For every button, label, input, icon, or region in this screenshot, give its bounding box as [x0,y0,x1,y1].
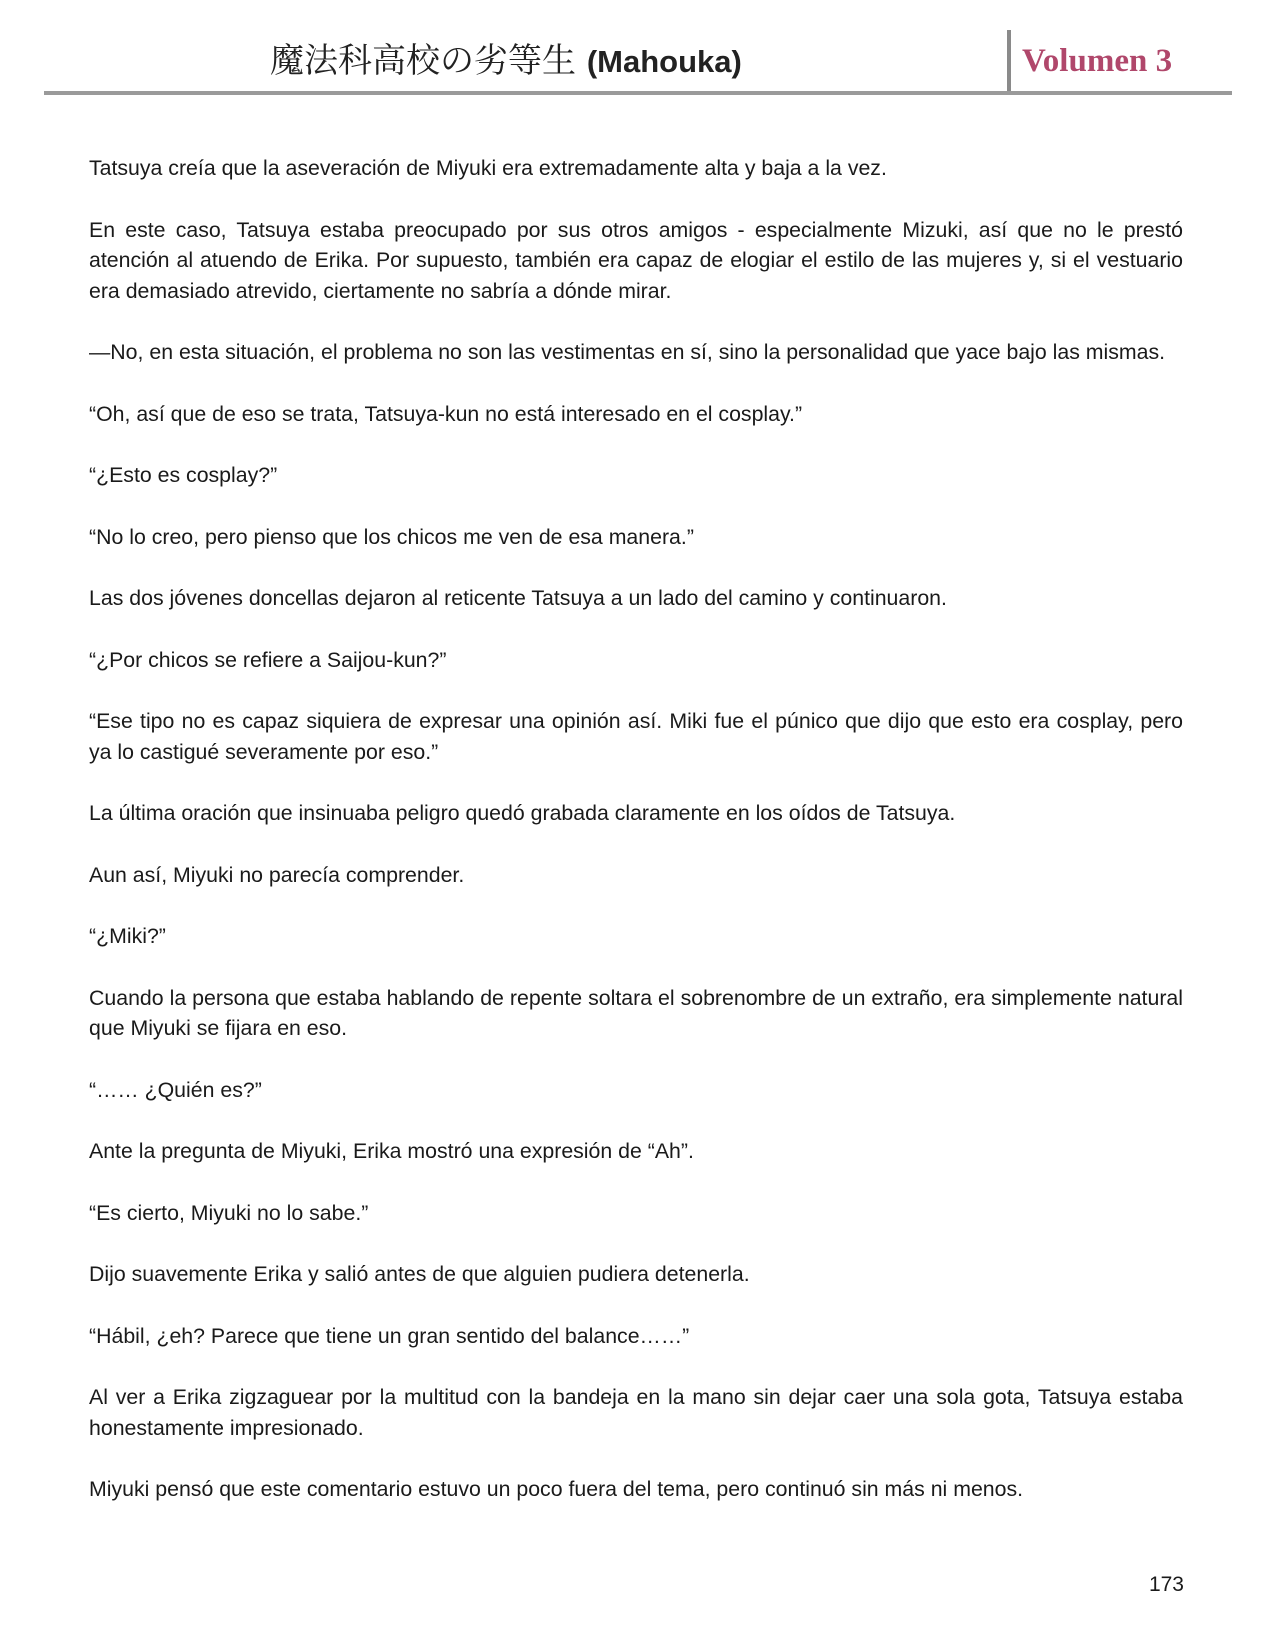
header-title-jp: 魔法科高校の劣等生 [270,41,576,81]
page-number: 173 [1148,1573,1184,1596]
paragraph: Al ver a Erika zigzaguear por la multitud con la bandeja en la mano sin dejar caer una sola gota, Tatsuya estaba honestamente impresionado. [89,1385,1183,1440]
page-body [89,153,1183,1536]
header-title [270,36,990,87]
paragraph: “Hábil, ¿eh? Parece que tiene un gran sentido del balance……” [89,1323,690,1348]
paragraph: “…… ¿Quién es?” [89,1077,262,1102]
paragraph: “¿Esto es cosplay?” [89,463,278,487]
page-header [0,0,1275,100]
header-rule [44,91,1232,95]
paragraph: Miyuki pensó que este comentario estuvo un poco fuera del tema, pero continuó sin más ni menos. [89,1477,1024,1501]
header-volume: Volumen 3 [1022,43,1173,79]
paragraph: “Oh, así que de eso se trata, Tatsuya-kun no está interesado en el cosplay.” [89,401,803,426]
paragraph: “¿Miki?” [89,924,166,948]
paragraph: Ante la pregunta de Miyuki, Erika mostró una expresión de “Ah”. [89,1139,694,1163]
paragraph: Las dos jóvenes doncellas dejaron al reticente Tatsuya a un lado del camino y continuaron. [89,586,947,610]
paragraph: “Ese tipo no es capaz siquiera de expresar una opinión así. Miki fue el púnico que dijo que esto era cosplay, pero ya lo castigué severamente por eso.” [89,709,1183,764]
paragraph: Cuando la persona que estaba hablando de repente soltara el sobrenombre de un extraño, era simplemente natural que Miyuki se fijara en eso. [89,985,1183,1040]
paragraph: “Es cierto, Miyuki no lo sabe.” [89,1200,369,1225]
paragraph: —No, en esta situación, el problema no son las vestimentas en sí, sino la personalidad que yace bajo las mismas. [89,340,1166,364]
paragraph: “¿Por chicos se refiere a Saijou-kun?” [89,647,447,672]
paragraph: Tatsuya creía que la aseveración de Miyuki era extremadamente alta y baja a la vez. [89,156,887,180]
paragraph: La última oración que insinuaba peligro quedó grabada claramente en los oídos de Tatsuya. [89,801,956,825]
paragraph: “No lo creo, pero pienso que los chicos me ven de esa manera.” [89,524,694,549]
header-title-latin: (Mahouka) [586,44,742,79]
paragraph: Dijo suavemente Erika y salió antes de que alguien pudiera detenerla. [89,1262,750,1286]
paragraph: Aun así, Miyuki no parecía comprender. [89,862,465,887]
paragraph: En este caso, Tatsuya estaba preocupado por sus otros amigos - especialmente Mizuki, así que no le prestó atención al atuendo de Erika. Por supuesto, también era capaz de elogiar el estilo de las mujeres y, si el vestuario era demasiado atrevido, ciertamente no sabría a dónde mirar. [89,217,1183,303]
header-divider [1007,30,1011,92]
